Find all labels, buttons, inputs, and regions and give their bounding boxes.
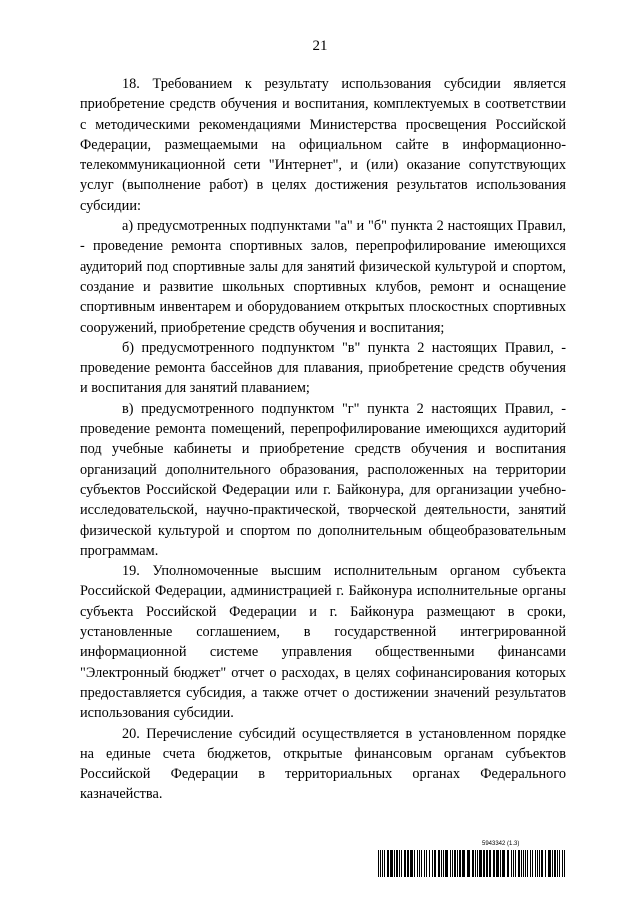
paragraph-20: 20. Перечисление субсидий осуществляется в установленном порядке на единые счета бюджетов, открытые финансовым органам субъектов Российской Федерации в территориальных органах Федерального казначейства.	[80, 725, 566, 803]
document-code: 5943342 (1.3)	[482, 841, 520, 847]
subparagraph-b: б) предусмотренного подпунктом "в" пункта 2 настоящих Правил, - проведение ремонта бассейнов для плавания, приобретение средств обучения и воспитания для занятий плаванием;	[80, 339, 566, 397]
subparagraph-a: а) предусмотренных подпунктами "а" и "б" пункта 2 настоящих Правил, - проведение ремонта спортивных залов, перепрофилирование имеющихся аудиторий под спортивные залы для занятий физической культурой и спортом, создание и развитие школьных спортивных клубов, ремонт и оснащение спортивным инвентарем и оборудованием открытых плоскостных спортивных сооружений, приобретение средств обучения и воспитания;	[80, 218, 566, 336]
page-number: 21	[312, 38, 328, 54]
paragraph-19: 19. Уполномоченные высшим исполнительным органом субъекта Российской Федерации, администрацией г. Байконура исполнительные органы субъекта Российской Федерации и г. Байконура размещают в сроки, установленные соглашением, в государственной интегрированной информационной системе управления общественными финансами "Электронный бюджет" отчет о расходах, в целях софинансирования которых предоставляется субсидия, а также отчет о достижении значений результатов использования субсидии.	[80, 563, 566, 722]
paragraph-18: 18. Требованием к результату использования субсидии является приобретение средств обучения и воспитания, комплектуемых в соответствии с методическими рекомендациями Министерства просвещения Российской Федерации, размещаемыми на официальном сайте в информационно-телекоммуникационной сети "Интернет", и (или) оказание сопутствующих услуг (выполнение работ) в целях достижения результатов использования субсидии:	[80, 76, 566, 214]
document-body	[80, 74, 566, 805]
subparagraph-v: в) предусмотренного подпунктом "г" пункта 2 настоящих Правил, - проведение ремонта помещений, перепрофилирование имеющихся аудиторий под учебные кабинеты и приобретение средств обучения и воспитания организаций дополнительного образования, расположенных на территории субъектов Российской Федерации или г. Байконура, для организации учебно-исследовательской, научно-практической, творческой деятельности, занятий физической культурой и спортом по дополнительным общеобразовательным программам.	[80, 400, 566, 559]
barcode	[378, 850, 566, 877]
